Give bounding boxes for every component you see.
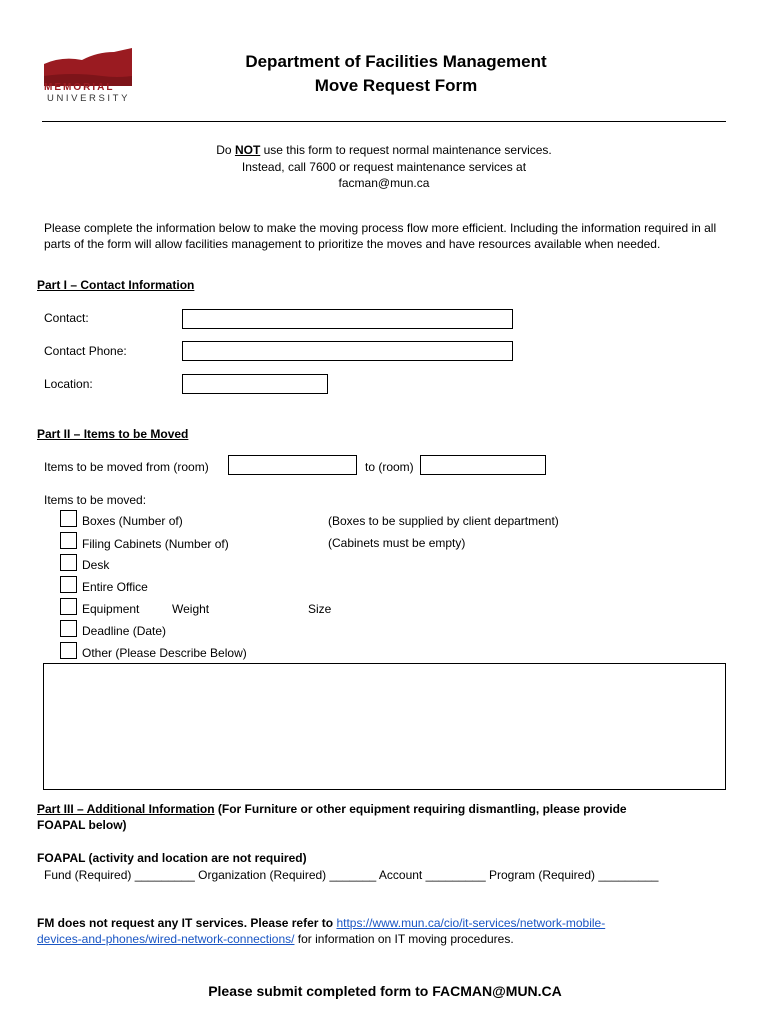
entire-office-checkbox[interactable] xyxy=(60,576,77,593)
deadline-checkbox[interactable] xyxy=(60,620,77,637)
filing-cabinets-note: (Cabinets must be empty) xyxy=(328,536,466,550)
items-to-move-label: Items to be moved: xyxy=(44,493,147,507)
notice-email: facman@mun.ca xyxy=(338,176,430,190)
it-services-notice: FM does not request any IT services. Please refer to https://www.mun.ca/cio/it-services/network-mobile- devices-and-phones/wired-network-connections/ for information on IT moving procedures. xyxy=(37,916,606,946)
notice-line-2: Instead, call 7600 or request maintenance services at xyxy=(241,160,527,174)
other-label: Other (Please Describe Below) xyxy=(82,646,247,660)
equipment-size-label: Size xyxy=(308,602,332,616)
other-checkbox[interactable] xyxy=(60,642,77,659)
page-title: Department of Facilities Management xyxy=(245,52,547,71)
contact-phone-field[interactable] xyxy=(182,341,513,361)
intro-paragraph: Please complete the information below to make the moving process flow more efficient. Including the information required in all parts of the form will allow facilities management to prioritize the moves and have resources available when needed. xyxy=(44,221,717,251)
notice-line-1: Do NOT use this form to request normal maintenance services. xyxy=(216,143,552,157)
part2-heading: Part II – Items to be Moved xyxy=(37,427,189,441)
foapal-heading: FOAPAL (activity and location are not required) xyxy=(37,851,307,865)
boxes-note: (Boxes to be supplied by client department) xyxy=(328,514,559,528)
foapal-fields: Fund (Required) _________ Organization (Required) _______ Account _________ Program (Required) _________ xyxy=(44,868,659,882)
logo-text-memorial: MEMORIAL xyxy=(44,82,115,93)
moved-from-field[interactable] xyxy=(228,455,357,475)
logo-text-university: UNIVERSITY xyxy=(47,93,131,104)
other-description-textarea[interactable] xyxy=(43,663,726,790)
moved-to-field[interactable] xyxy=(420,455,546,475)
location-label: Location: xyxy=(44,377,93,391)
submit-instructions: Please submit completed form to FACMAN@MUN.CA xyxy=(208,983,562,999)
desk-checkbox[interactable] xyxy=(60,554,77,571)
boxes-checkbox[interactable] xyxy=(60,510,77,527)
location-field[interactable] xyxy=(182,374,328,394)
header-divider xyxy=(42,121,726,122)
page-subtitle: Move Request Form xyxy=(314,76,478,95)
deadline-label: Deadline (Date) xyxy=(82,624,167,638)
filing-cabinets-checkbox[interactable] xyxy=(60,532,77,549)
moved-from-label: Items to be moved from (room) xyxy=(44,460,209,474)
notice-emphasis: NOT xyxy=(234,143,261,157)
it-moving-link-cont[interactable]: devices-and-phones/wired-network-connections/ xyxy=(37,932,295,946)
logo-mark-icon xyxy=(42,46,134,86)
equipment-label: Equipment xyxy=(82,602,140,616)
desk-label: Desk xyxy=(82,558,110,572)
it-moving-link[interactable]: https://www.mun.ca/cio/it-services/network-mobile- xyxy=(336,916,606,930)
equipment-checkbox[interactable] xyxy=(60,598,77,615)
contact-label: Contact: xyxy=(44,311,89,325)
contact-field[interactable] xyxy=(182,309,513,329)
entire-office-label: Entire Office xyxy=(82,580,148,594)
moved-to-label: to (room) xyxy=(365,460,414,474)
equipment-weight-label: Weight xyxy=(172,602,210,616)
part1-heading: Part I – Contact Information xyxy=(37,278,195,292)
boxes-label: Boxes (Number of) xyxy=(82,514,183,528)
contact-phone-label: Contact Phone: xyxy=(44,344,127,358)
filing-cabinets-label: Filing Cabinets (Number of) xyxy=(82,537,229,551)
part3-heading: Part III – Additional Information (For Furniture or other equipment requiring dismantling, please provide FOAPAL below) xyxy=(37,802,627,832)
